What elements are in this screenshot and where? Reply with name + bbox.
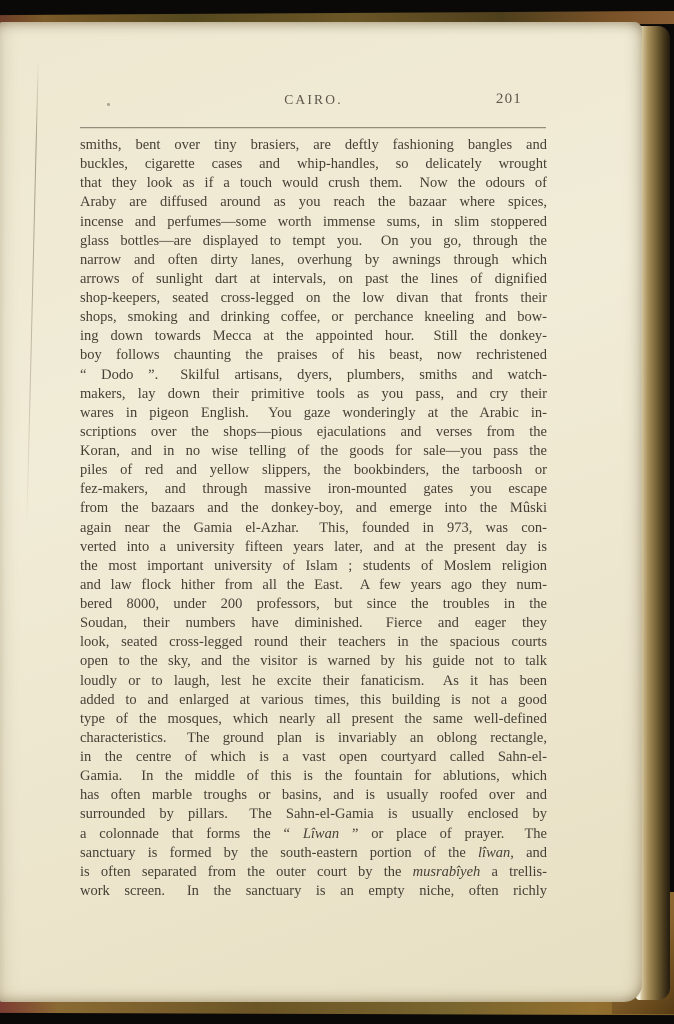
text-line: Soudan, their numbers have diminished. Fierce and eager they xyxy=(80,615,547,632)
text-line: characteristics. The ground plan is invariably an oblong rectangle, xyxy=(80,729,547,746)
text-line: glass bottles—are displayed to tempt you. On you go, through the xyxy=(80,232,547,249)
text-line: work screen. In the sanctuary is an empty niche, often richly xyxy=(80,882,547,899)
text-line: a colonnade that forms the “ Lîwan ” or place of prayer. The xyxy=(80,825,547,842)
text-line: shop-keepers, seated cross-legged on the low divan that fronts their xyxy=(80,290,547,306)
text-line: and law flock hither from all the East. A few years ago they num- xyxy=(80,576,547,593)
text-line: type of the mosques, which nearly all present the same well-defined xyxy=(80,710,547,727)
text-line: is often separated from the outer court by the musrabîyeh a trellis- xyxy=(80,863,547,880)
text-line: Gamia. In the middle of this is the fountain for ablutions, which xyxy=(80,768,547,785)
text-line: scriptions over the shops—pious ejaculations and verses from the xyxy=(80,423,547,440)
text-line: the most important university of Islam ; students of Moslem religion xyxy=(80,557,547,574)
text-line: loudly or to laugh, lest he excite their fanaticism. As it has been xyxy=(80,672,547,689)
text-line: look, seated cross-legged round their teachers in the spacious courts xyxy=(80,634,547,651)
page-text xyxy=(80,136,547,901)
text-line: that they look as if a touch would crush them. Now the odours of xyxy=(80,175,547,192)
running-header-title: CAIRO. xyxy=(284,92,343,107)
text-line: Araby are diffused around as you reach the bazaar where spices, xyxy=(80,194,547,211)
text-line: in the centre of which is a vast open courtyard called Sahn-el- xyxy=(80,749,547,765)
text-line: “ Dodo ”. Skilful artisans, dyers, plumbers, smiths and watch- xyxy=(80,366,547,383)
text-line: open to the sky, and the visitor is warned by his guide not to talk xyxy=(80,653,547,670)
text-line: bered 8000, under 200 professors, but since the troubles in the xyxy=(80,596,547,612)
text-line: verted into a university fifteen years later, and at the present day is xyxy=(80,538,547,555)
text-line: makers, lay down their primitive tools as you pass, and cry their xyxy=(80,385,547,402)
text-line: has often marble troughs or basins, and is usually roofed over and xyxy=(80,787,547,804)
text-line: boy follows chaunting the praises of his beast, now rechristened xyxy=(80,347,547,364)
book-page xyxy=(0,22,642,1002)
text-line: shops, smoking and drinking coffee, or perchance kneeling and bow- xyxy=(80,309,547,326)
text-line: Koran, and in no wise telling of the goods for sale—you pass the xyxy=(80,443,547,459)
text-line: smiths, bent over tiny brasiers, are deftly fashioning bangles and xyxy=(80,137,547,153)
text-line: wares in pigeon English. You gaze wonderingly at the Arabic in- xyxy=(80,404,547,421)
text-line: from the bazaars and the donkey-boy, and emerge into the Mûski xyxy=(80,500,547,517)
text-line: piles of red and yellow slippers, the bookbinders, the tarboosh or xyxy=(80,462,547,479)
page-number: 201 xyxy=(495,91,522,107)
text-line: incense and perfumes—some worth immense sums, in slim stoppered xyxy=(80,213,547,230)
text-line: sanctuary is formed by the south-eastern portion of the lîwan, and xyxy=(80,844,547,861)
text-line: added to and enlarged at various times, this building is not a good xyxy=(80,691,547,708)
text-line: narrow and often dirty lanes, overhung by awnings through which xyxy=(80,251,547,268)
text-line: again near the Gamia el-Azhar. This, founded in 973, was con- xyxy=(80,519,547,536)
header-rule xyxy=(80,127,546,128)
text-line: arrows of sunlight dart at intervals, on past the lines of dignified xyxy=(80,270,547,287)
text-line: ing down towards Mecca at the appointed hour. Still the donkey- xyxy=(80,328,547,345)
text-line: buckles, cigarette cases and whip-handles, so delicately wrought xyxy=(80,156,547,173)
text-line: fez-makers, and through massive iron-mounted gates you escape xyxy=(80,481,547,498)
text-line: surrounded by pillars. The Sahn-el-Gamia is usually enclosed by xyxy=(80,806,547,823)
running-header xyxy=(80,92,547,112)
